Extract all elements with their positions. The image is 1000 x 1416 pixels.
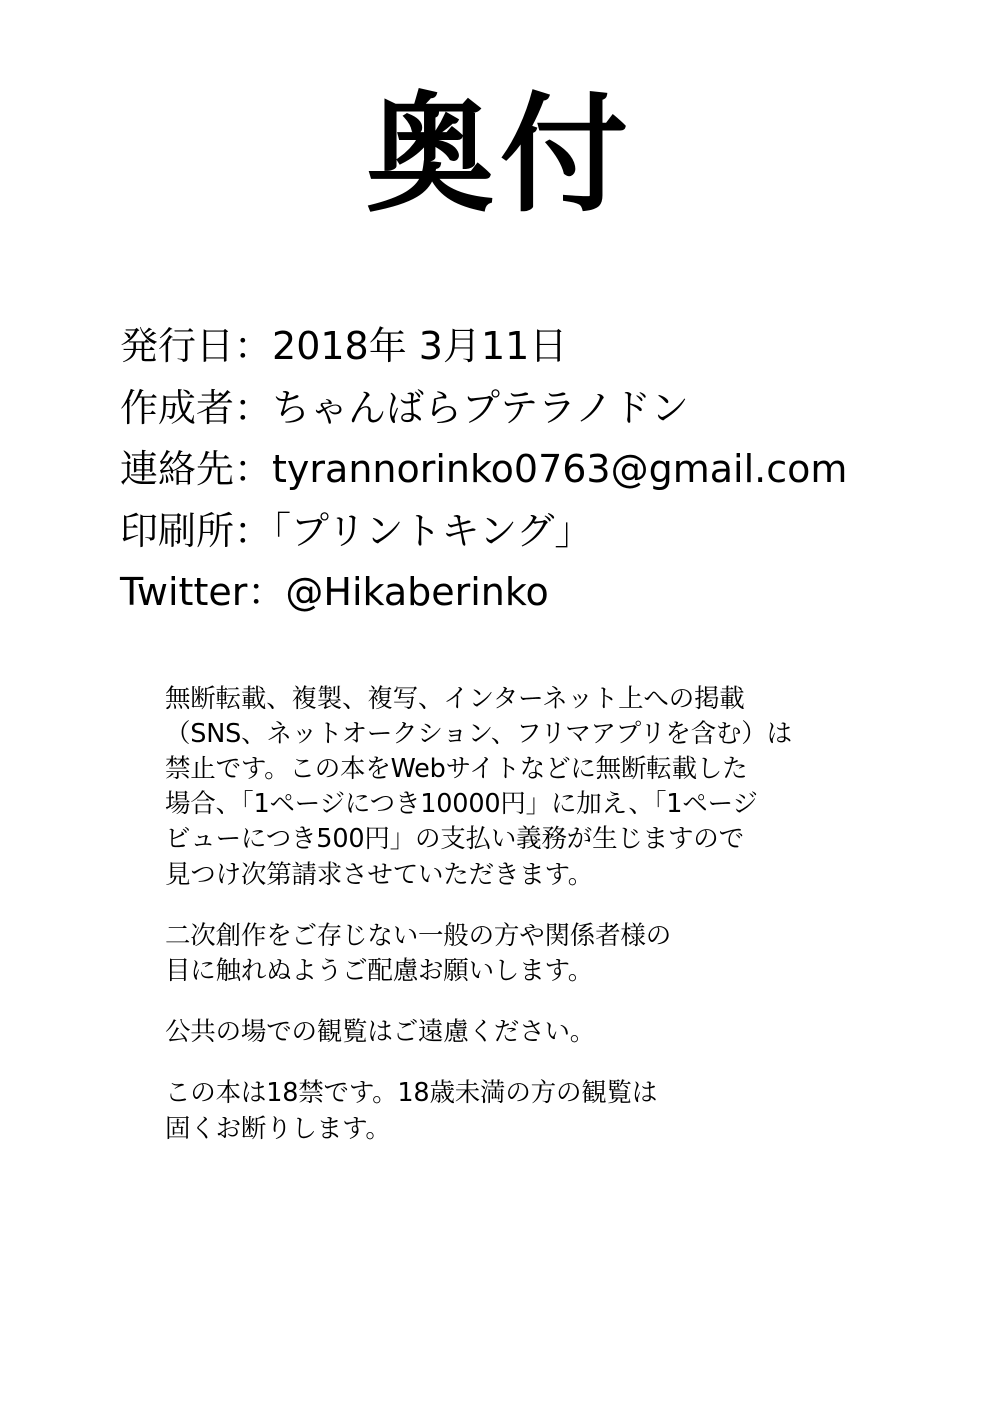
notice-line: 目に触れぬようご配慮お願いします。: [165, 956, 594, 987]
notice-paragraph-age-restriction: [165, 1076, 850, 1146]
info-row-contact: [120, 439, 1000, 501]
info-value-printer: 「プリントキング」: [272, 508, 593, 553]
notice-paragraph-derivative-works: [165, 919, 850, 989]
info-label-twitter: Twitter：: [120, 570, 286, 615]
notice-line: この本は18禁です。18歳未満の方の観覧は: [165, 1078, 658, 1109]
info-row-author: [120, 378, 1000, 440]
info-label-publication-date: 発行日：: [120, 324, 273, 368]
publication-info-block: [0, 316, 1000, 624]
notice-line: 禁止です。この本をWebサイトなどに無断転載した: [165, 754, 748, 785]
notice-line: 固くお断りします。: [165, 1113, 391, 1144]
notice-line: 無断転載、複製、複写、インターネット上への掲載: [165, 683, 745, 714]
info-value-twitter-handle: @Hikaberinko: [285, 570, 549, 615]
notice-line: 公共の場での観覧はご遠慮ください。: [165, 1017, 596, 1048]
info-row-publication-date: [120, 316, 1000, 378]
info-label-contact: 連絡先：: [120, 447, 273, 492]
info-row-twitter: [120, 562, 1000, 624]
info-label-printer: 印刷所：: [120, 508, 273, 553]
info-row-printer: [120, 501, 1000, 563]
notice-line: （SNS、ネットオークション、フリマアプリを含む）は: [165, 718, 792, 749]
notice-line: ビューにつき500円」の支払い義務が生じますので: [165, 824, 744, 855]
notice-paragraph-reproduction: [165, 682, 850, 893]
notice-block: [0, 682, 1000, 1147]
notice-line: 二次創作をご存じない一般の方や関係者様の: [165, 920, 672, 951]
notice-paragraph-public-viewing: [165, 1015, 850, 1050]
info-value-author: ちゃんばらプテラノドン: [272, 385, 689, 430]
info-value-publication-date: 2018年 3月11日: [272, 324, 568, 368]
info-value-contact-email: tyrannorinko0763@gmail.com: [272, 447, 848, 492]
page-title: 奥付: [365, 81, 634, 230]
info-label-author: 作成者：: [120, 385, 273, 430]
notice-line: 場合、「1ページにつき10000円」に加え、「1ページ: [165, 789, 758, 820]
notice-line: 見つけ次第請求させていただきます。: [165, 859, 594, 890]
